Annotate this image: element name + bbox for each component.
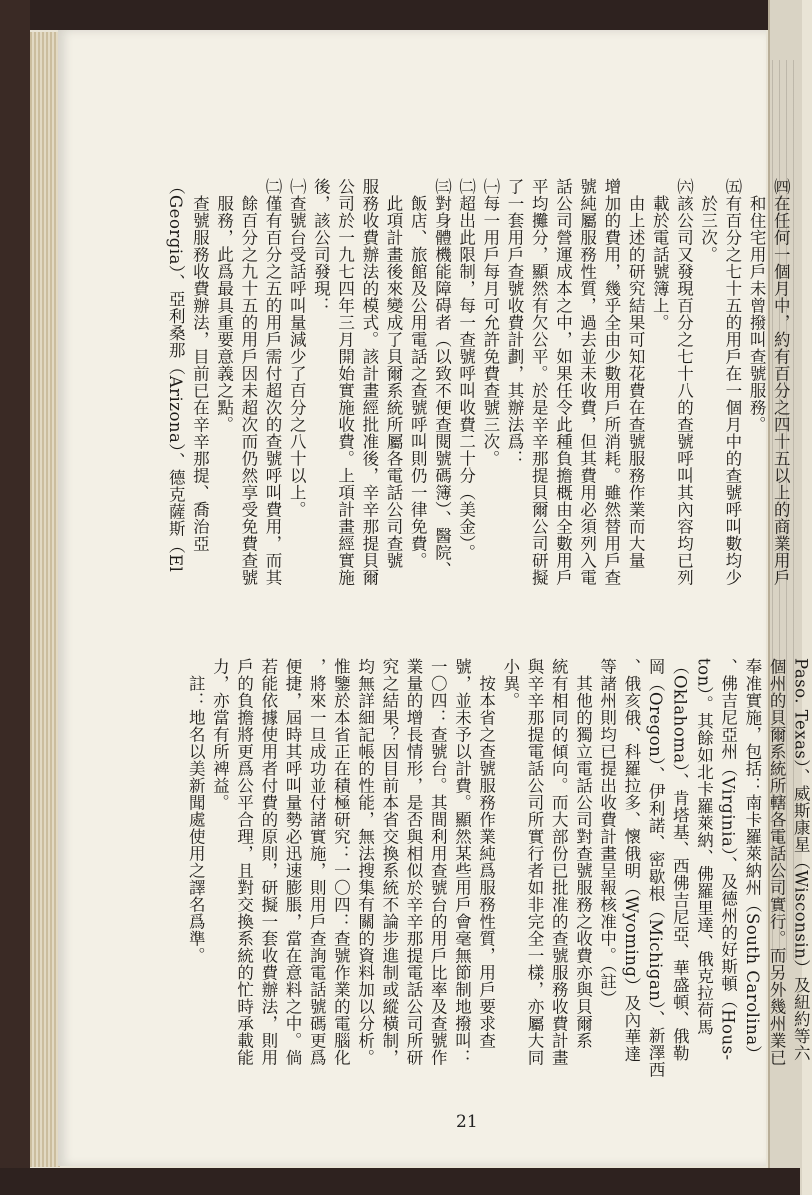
text-line: 與辛辛那提電話公司所實行者如非完全一樣，亦屬大同	[525, 658, 545, 1066]
book-cover-top	[0, 0, 800, 30]
text-line: 、俄亥俄、科羅拉多、懷俄明（Wyoming）及內華達	[621, 658, 641, 1063]
text-line: 個州的貝爾系統所轄各電話公司實行。而另外幾州業已	[767, 658, 787, 1066]
text-line: 一〇四：查號台。其間利用查號台的用戶比率及查號作	[428, 658, 448, 1066]
book-cover-bottom	[0, 1168, 800, 1195]
text-line: 餘百分之九十五的用戶因未超次而仍然享受免費查號	[238, 178, 258, 586]
text-line: ㈡僅有百分之五的用戶需付超次的查號呼叫費用，而其	[263, 178, 283, 586]
text-line: 等諸州則均已提出收費計畫呈報核准中。（註）	[597, 658, 617, 1007]
text-line: 後，該公司發現：	[311, 178, 331, 314]
text-line: 惟鑒於本省正在積極研究：一〇四：查號作業的電腦化	[331, 658, 351, 1066]
text-line: ，將來一旦成功並付諸實施，則用戶查詢電話號碼更爲	[307, 658, 327, 1066]
text-line: ㈠查號台受話呼叫量減少了百分之八十以上。	[287, 178, 307, 518]
text-line: 飯店、旅館及公用電話之查號呼叫則仍一律免費。	[408, 178, 428, 569]
text-line: 服務，此爲最具重要意義之點。	[214, 178, 234, 433]
text-line: ㈠每一用戶每月可允許免費查號三次。	[480, 178, 500, 467]
text-line: 由上述的研究結果可知花費在查號服務作業而大量	[626, 178, 646, 569]
text-line: 奉准實施，包括：南卡羅萊納州（South Carolina）	[742, 658, 762, 1063]
text-line: 業量的增長情形，是否與相似於辛辛那提電話公司所研	[404, 658, 424, 1066]
document-page	[58, 30, 811, 1166]
page-edges	[30, 32, 60, 1167]
text-line: ㈢對身體機能障碍者（以致不便查閱號碼簿）、醫院、	[432, 178, 452, 578]
text-line: 統有相同的傾向。而大部份已批准的查號服務收費計畫	[549, 658, 569, 1066]
text-line: 增加的費用，幾乎全由少數用戶所消耗。雖然替用戶查	[601, 178, 621, 586]
bottom-text-block	[183, 658, 812, 1079]
top-text-block	[163, 178, 792, 648]
text-line: 岡（Oregon）、伊利諾、密歇根（Michigan）、新澤西	[646, 658, 666, 1079]
text-line: 小異。	[500, 658, 520, 709]
text-line: 公司於一九七四年三月開始實施收費。上項計畫經實施	[335, 178, 355, 586]
text-line: ㈣在任何一個月中，約有百分之四十五以上的商業用戶	[771, 178, 791, 586]
text-line: 和住宅用戶未曾撥叫查號服務。	[747, 178, 767, 433]
text-line: 力，亦當有所裨益。	[210, 658, 230, 811]
text-line: 服務收費辦法的模式。該計畫經批准後，辛辛那提貝爾	[359, 178, 379, 586]
text-line: （Oklahoma）、肯塔基、西佛吉尼亞、華盛頓、俄勒	[670, 658, 690, 1062]
text-line: 若能依據使用者付費的原則，研擬一套收費辦法，則用	[258, 658, 278, 1066]
text-line: 話公司營運成本之中，如果任令此種負擔概由全數用戶	[553, 178, 573, 586]
text-line: 了一套用戶查號收費計劃，其辦法爲：	[505, 178, 525, 467]
text-line: 註：地名以美新聞處使用之譯名爲準。	[186, 658, 206, 964]
text-line: 平均攤分，顯然有欠公平。於是辛辛那提貝爾公司研擬	[529, 178, 549, 586]
text-line: Paso. Texas）、威斯康星（Wisconsin）及紐約等六	[791, 658, 811, 1062]
text-line: 戶的負擔將更爲公平合理，且對交換系統的忙時承載能	[234, 658, 254, 1066]
text-line: 載於電話號簿上。	[650, 178, 670, 331]
text-line: ㈤有百分之七十五的用戶在一個月中的查號呼叫數均少	[722, 178, 742, 586]
text-line: ton）。其餘如北卡羅萊納、佛羅里達、俄克拉荷馬	[694, 658, 714, 1036]
text-line: 究之結果？因目前本省交換系統不論步進制或縱橫制，	[379, 658, 399, 1066]
text-line: （Georgia）、亞利桑那（Arizona）、德克薩斯（El	[166, 178, 186, 573]
book-cover-left	[0, 0, 30, 1195]
text-line: 其他的獨立電話公司對查號服務之收費亦與貝爾系	[573, 658, 593, 1049]
text-line: 於三次。	[698, 178, 718, 263]
text-line: 號純屬服務性質，過去並未收費，但其費用必須列入電	[577, 178, 597, 586]
text-line: 、佛吉尼亞州（Virginia）、及德州的好斯頓（Hous-	[718, 658, 738, 1061]
text-line: ㈡超出此限制，每一查號呼叫收費二十分（美金）。	[456, 178, 476, 561]
text-line: 按本省之查號服務作業純爲服務性質，用戶要求查	[476, 658, 496, 1049]
text-line: 此項計畫後來變成了貝爾系統所屬各電話公司查號	[384, 178, 404, 569]
text-line: 均無詳細記帳的性能，無法搜集有關的資料加以分析。	[355, 658, 375, 1066]
text-line: ㈥該公司又發現百分之七十八的查號呼叫其內容均已列	[674, 178, 694, 586]
text-line: 便捷，屆時其呼叫量勢必迅速膨脹，當在意料之中。倘	[283, 658, 303, 1066]
text-line: 號，並未予以計費。顯然某些用戶會毫無節制地撥叫：	[452, 658, 472, 1066]
text-line: 查號服務收費辦法，目前已在辛辛那提、喬治亞	[190, 178, 210, 552]
page-number: 21	[456, 1112, 478, 1132]
